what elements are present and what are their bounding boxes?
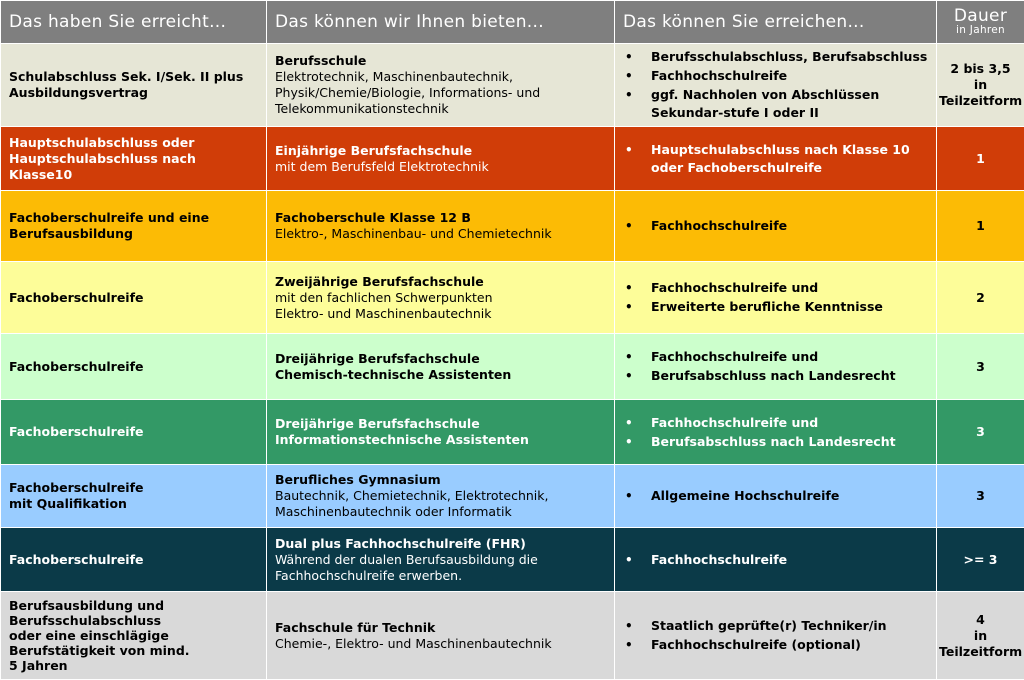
bullet-icon: • [625,298,633,316]
header-outcomes: Das können Sie erreichen... [615,1,937,44]
offer-cell [267,127,615,191]
outcome-text: Staatlich geprüfte(r) Techniker/in [651,618,887,633]
duration-cell [937,465,1024,528]
offer-line: Chemisch-technische Assistenten [275,367,606,383]
outcome-text: Fachhochschulreife [651,552,787,567]
duration-value: 3 [939,488,1022,504]
outcomes-cell [615,262,937,334]
outcomes-cell [615,400,937,465]
bullet-icon: • [625,367,633,385]
offer-line: Elektro- und Maschinenbautechnik [275,306,606,322]
table-row [1,592,1024,680]
outcomes-cell [615,465,937,528]
achieved-line: Fachoberschulreife [9,359,258,375]
offer-line: Fachhochschulreife erwerben. [275,568,606,584]
header-offer: Das können wir Ihnen bieten... [267,1,615,44]
outcome-text: Allgemeine Hochschulreife [651,488,839,503]
outcome-item [625,48,928,66]
offer-cell [267,44,615,127]
duration-value: in [939,628,1022,644]
offer-line: Während der dualen Berufsausbildung die [275,552,606,568]
achieved-line: Berufsausbildung [9,226,258,242]
offer-title: Berufliches Gymnasium [275,472,606,488]
outcome-item [625,414,928,432]
table-row [1,400,1024,465]
offer-title: Dreijährige Berufsfachschule [275,416,606,432]
bullet-icon: • [625,617,633,635]
table-row [1,127,1024,191]
bullet-icon: • [625,414,633,432]
duration-value: 4 [939,612,1022,628]
duration-cell [937,400,1024,465]
offer-title: Fachoberschule Klasse 12 B [275,210,606,226]
achieved-line: Fachoberschulreife [9,552,258,568]
table-row [1,262,1024,334]
duration-cell [937,528,1024,592]
outcome-text: Berufsschulabschluss, Berufsabschluss [651,49,927,64]
header-duration [937,1,1024,44]
achieved-line: Berufstätigkeit von mind. [9,643,258,658]
bullet-icon: • [625,217,633,235]
outcome-text: Fachhochschulreife und [651,280,818,295]
outcome-text: Berufsabschluss nach Landesrecht [651,434,896,449]
outcomes-list [625,551,928,569]
outcome-text: Fachhochschulreife [651,68,787,83]
achieved-line: Berufsausbildung und [9,598,258,613]
outcomes-cell [615,528,937,592]
outcomes-cell [615,334,937,400]
outcome-text: Fachhochschulreife und [651,415,818,430]
achieved-cell [1,528,267,592]
duration-value: >= 3 [939,552,1022,568]
outcome-text: Fachhochschulreife [651,218,787,233]
offer-line: mit dem Berufsfeld Elektrotechnik [275,159,606,175]
offer-line: Informationstechnische Assistenten [275,432,606,448]
duration-value: 2 bis 3,5 [939,61,1022,77]
achieved-cell [1,262,267,334]
outcome-item [625,86,928,122]
outcomes-list [625,487,928,505]
offer-cell [267,262,615,334]
offer-title: Dreijährige Berufsfachschule [275,351,606,367]
duration-value: Teilzeitform [939,644,1022,660]
offer-cell [267,465,615,528]
offer-line: Elektrotechnik, Maschinenbautechnik, [275,69,606,85]
outcomes-list [625,348,928,385]
table-row [1,465,1024,528]
achieved-line: mit Qualifikation [9,496,258,512]
outcome-text: Fachhochschulreife und [651,349,818,364]
outcome-item [625,487,928,505]
outcome-item [625,217,928,235]
achieved-line: Fachoberschulreife [9,480,258,496]
outcome-item [625,433,928,451]
table-row [1,334,1024,400]
achieved-line: Hauptschulabschluss oder [9,135,258,151]
achieved-line: Ausbildungsvertrag [9,85,258,101]
outcome-item [625,348,928,366]
achieved-line: Fachoberschulreife [9,424,258,440]
outcomes-list [625,617,928,654]
offer-line: Chemie-, Elektro- und Maschinenbautechnik [275,636,606,652]
outcome-item [625,67,928,85]
duration-value: 2 [939,290,1022,306]
duration-value: in [939,77,1022,93]
offer-cell [267,592,615,680]
outcomes-cell [615,44,937,127]
achieved-line: Fachoberschulreife und eine [9,210,258,226]
outcomes-cell [615,191,937,262]
achieved-cell [1,44,267,127]
table-header-row [1,1,1024,44]
offer-title: Fachschule für Technik [275,620,606,636]
offer-cell [267,400,615,465]
table-row [1,191,1024,262]
duration-cell [937,127,1024,191]
duration-cell [937,191,1024,262]
outcomes-list [625,141,928,177]
duration-cell [937,334,1024,400]
outcome-text: ggf. Nachholen von Abschlüssen Sekundar-stufe I oder II [651,87,879,120]
offer-line: Elektro-, Maschinenbau- und Chemietechnik [275,226,606,242]
outcome-item [625,298,928,316]
offer-cell [267,191,615,262]
bullet-icon: • [625,141,633,159]
outcome-item [625,636,928,654]
offer-line: Bautechnik, Chemietechnik, Elektrotechnik, [275,488,606,504]
outcomes-list [625,217,928,235]
achieved-line: Berufsschulabschluss [9,613,258,628]
outcome-text: Hauptschulabschluss nach Klasse 10 oder Fachoberschulreife [651,142,910,175]
duration-cell [937,44,1024,127]
outcomes-list [625,414,928,451]
duration-cell [937,592,1024,680]
offer-line: Maschinenbautechnik oder Informatik [275,504,606,520]
offer-line: Physik/Chemie/Biologie, Informations- und [275,85,606,101]
bullet-icon: • [625,279,633,297]
achieved-cell [1,400,267,465]
outcome-item [625,551,928,569]
bullet-icon: • [625,487,633,505]
outcomes-list [625,48,928,122]
achieved-line: oder eine einschlägige [9,628,258,643]
bullet-icon: • [625,348,633,366]
duration-value: 1 [939,218,1022,234]
outcome-item [625,367,928,385]
offer-title: Einjährige Berufsfachschule [275,143,606,159]
outcome-text: Fachhochschulreife (optional) [651,637,861,652]
bullet-icon: • [625,48,633,66]
outcomes-cell [615,592,937,680]
header-duration-unit: in Jahren [939,25,1022,36]
offer-cell [267,528,615,592]
outcome-text: Berufsabschluss nach Landesrecht [651,368,896,383]
outcome-text: Erweiterte berufliche Kenntnisse [651,299,883,314]
outcome-item [625,617,928,635]
table-row [1,528,1024,592]
offer-line: mit den fachlichen Schwerpunkten [275,290,606,306]
table-body [1,44,1024,680]
table-row [1,44,1024,127]
bullet-icon: • [625,433,633,451]
achieved-line: 5 Jahren [9,658,258,673]
outcome-item [625,141,928,177]
header-duration-label: Dauer [939,8,1022,26]
offer-line: Telekommunikationstechnik [275,101,606,117]
offer-title: Zweijährige Berufsfachschule [275,274,606,290]
duration-value: 3 [939,359,1022,375]
achieved-cell [1,191,267,262]
offer-title: Dual plus Fachhochschulreife (FHR) [275,536,606,552]
offer-cell [267,334,615,400]
duration-value: 1 [939,151,1022,167]
duration-value: 3 [939,424,1022,440]
achieved-line: Fachoberschulreife [9,290,258,306]
achieved-cell [1,334,267,400]
achieved-line: Schulabschluss Sek. I/Sek. II plus [9,69,258,85]
outcomes-list [625,279,928,316]
achieved-line: Hauptschulabschluss nach Klasse10 [9,151,258,183]
bullet-icon: • [625,67,633,85]
duration-value: Teilzeitform [939,93,1022,109]
offer-title: Berufsschule [275,53,606,69]
achieved-cell [1,592,267,680]
bullet-icon: • [625,551,633,569]
achieved-cell [1,465,267,528]
bullet-icon: • [625,86,633,104]
outcome-item [625,279,928,297]
outcomes-cell [615,127,937,191]
duration-cell [937,262,1024,334]
bullet-icon: • [625,636,633,654]
header-achieved: Das haben Sie erreicht... [1,1,267,44]
achieved-cell [1,127,267,191]
